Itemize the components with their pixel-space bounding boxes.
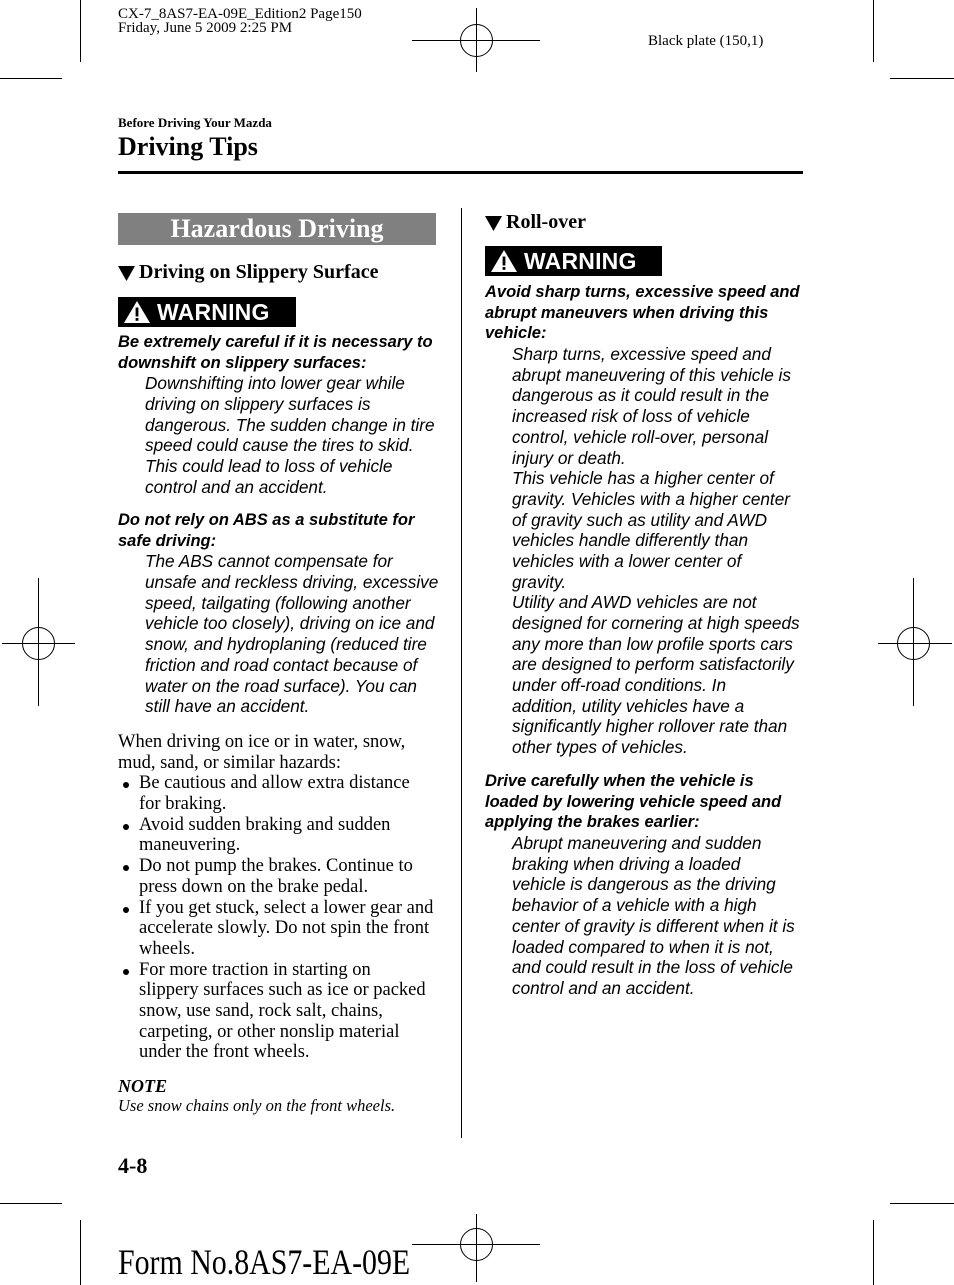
warning-body — [485, 833, 815, 999]
warning-body-line: increased risk of loss of vehicle — [512, 406, 750, 427]
warning-lead — [118, 332, 448, 373]
list-item-line: accelerate slowly. Do not spin the front — [139, 918, 430, 939]
subheading-roll-over — [485, 210, 586, 234]
warning-body-line: injury or death. — [512, 447, 626, 468]
warning-body-line: still have an accident. — [145, 696, 310, 717]
list-item — [118, 898, 448, 960]
warning-body-line: abrupt maneuvering of this vehicle is — [512, 364, 791, 385]
registration-mark-icon — [898, 628, 930, 660]
warning-body-line: speed, tailgating (following another — [145, 592, 411, 613]
form-number: Form No.8AS7-EA-09E — [118, 1242, 411, 1282]
page-number: 4-8 — [118, 1153, 148, 1178]
hazard-intro — [118, 732, 448, 773]
warning-body-line: behavior of a vehicle with a high — [512, 895, 757, 916]
subheading-text: Roll-over — [506, 211, 586, 233]
warning-lead-line: abrupt maneuvers when driving this — [485, 303, 769, 322]
triangle-down-icon — [485, 216, 502, 231]
warning-body-line: dangerous as it could result in the — [512, 385, 770, 406]
note-text: Use snow chains only on the front wheels. — [118, 1096, 396, 1115]
warning-body-line: braking when driving a loaded — [512, 853, 741, 874]
warning-body-line: friction and road contact because of — [145, 654, 418, 675]
section-label: Before Driving Your Mazda — [118, 115, 272, 130]
list-item-line: If you get stuck, select a lower gear and — [139, 897, 434, 918]
warning-body-line: driving on slippery surfaces is — [145, 394, 371, 415]
warning-lead-line: Avoid sharp turns, excessive speed and — [485, 283, 800, 301]
warning-body-line: The ABS cannot compensate for — [145, 551, 393, 572]
list-item-line: Be cautious and allow extra distance — [139, 773, 410, 794]
warning-body-line: control and an accident. — [512, 977, 695, 998]
list-item-text — [139, 898, 448, 960]
page-title: Driving Tips — [118, 132, 258, 161]
warning-triangle-icon — [490, 249, 518, 273]
title-rule — [118, 171, 803, 174]
registration-mark-icon — [461, 25, 493, 57]
subheading-slippery-surface — [118, 260, 378, 284]
warning-lead-line: vehicle: — [485, 324, 547, 343]
list-item — [118, 773, 448, 814]
warning-block — [485, 282, 815, 758]
list-item-line: For more traction in starting on — [139, 959, 371, 980]
warning-body-line: Utility and AWD vehicles are not — [512, 592, 757, 613]
warning-body-line: gravity. Vehicles with a higher center — [512, 488, 790, 509]
print-slug — [118, 7, 362, 35]
warning-body-line: This could lead to loss of vehicle — [145, 456, 393, 477]
list-item-text — [139, 960, 448, 1063]
slug-date-line: Friday, June 5 2009 2:25 PM — [118, 20, 293, 36]
warning-body-line: unsafe and reckless driving, excessive — [145, 572, 439, 593]
warning-lead-line: downshift on slippery surfaces: — [118, 353, 367, 372]
warning-label-text: WARNING — [524, 248, 637, 274]
list-item — [118, 960, 448, 1063]
list-item-line: wheels. — [139, 938, 195, 959]
list-item-line: under the front wheels. — [139, 1042, 310, 1063]
warning-lead-line: Drive carefully when the vehicle is — [485, 772, 754, 790]
warning-body-line: control and an accident. — [145, 476, 328, 497]
warning-body-line: vehicles with a lower center of — [512, 550, 742, 571]
warning-body-line: significantly higher rollover rate than — [512, 716, 788, 737]
warning-body-line: gravity. — [512, 571, 567, 592]
warning-body-line: This vehicle has a higher center of — [512, 468, 774, 489]
note-label: NOTE — [118, 1076, 167, 1096]
list-item-line: maneuvering. — [139, 835, 241, 856]
warning-label — [485, 246, 662, 276]
warning-block — [118, 510, 448, 717]
bullet-icon — [123, 782, 129, 788]
bullet-icon — [123, 969, 129, 975]
warning-body-line: control, vehicle roll-over, personal — [512, 426, 769, 447]
list-item — [118, 856, 448, 897]
warning-body-line: designed for cornering at high speeds — [512, 613, 800, 633]
warning-body-line: are designed to perform satisfactorily — [512, 654, 794, 675]
warning-body-line: water on the road surface). You can — [145, 675, 417, 696]
warning-body-line: snow, and hydroplaning (reduced tire — [145, 634, 427, 655]
hazard-list — [118, 773, 448, 1063]
warning-lead-line: safe driving: — [118, 531, 217, 550]
list-item-line: for braking. — [139, 794, 227, 815]
warning-body — [118, 551, 448, 717]
warning-lead — [485, 771, 815, 833]
list-item-line: carpeting, or other nonslip material — [139, 1021, 400, 1042]
warning-body — [485, 344, 815, 758]
bullet-icon — [123, 907, 129, 913]
warning-lead-line: loaded by lowering vehicle speed and — [485, 792, 782, 811]
column-divider — [461, 208, 462, 1138]
warning-body-line: vehicle too closely), driving on ice and — [145, 613, 435, 634]
warning-body-line: speed could cause the tires to skid. — [145, 435, 414, 456]
registration-mark-icon — [23, 628, 55, 660]
warning-body-line: of gravity such as utility and AWD — [512, 509, 768, 530]
list-item-text — [139, 815, 448, 856]
warning-body-line: addition, utility vehicles have a — [512, 695, 745, 716]
list-item-line: snow, use sand, rock salt, chains, — [139, 1000, 383, 1021]
warning-body-line: Sharp turns, excessive speed and — [512, 344, 771, 365]
section-banner: Hazardous Driving — [118, 213, 436, 245]
warning-block — [485, 771, 815, 999]
intro-line: mud, sand, or similar hazards: — [118, 752, 341, 773]
warning-body-line: Abrupt maneuvering and sudden — [512, 833, 762, 854]
warning-body-line: any more than low profile sports cars — [512, 633, 793, 654]
hazard-tips — [118, 732, 448, 1063]
list-item-line: press down on the brake pedal. — [139, 876, 369, 897]
bullet-icon — [123, 824, 129, 830]
warning-body-line: loaded compared to when it is not, — [512, 936, 774, 957]
registration-mark-icon — [461, 1229, 493, 1261]
warning-body-line: under off-road conditions. In — [512, 675, 727, 696]
warning-triangle-icon — [123, 300, 151, 324]
warning-lead — [485, 282, 815, 344]
warning-lead-line: Do not rely on ABS as a substitute for — [118, 511, 415, 529]
intro-line: When driving on ice or in water, snow, — [118, 732, 406, 752]
warning-label — [118, 297, 296, 327]
subheading-text: Driving on Slippery Surface — [139, 261, 379, 283]
warning-body-line: and could result in the loss of vehicle — [512, 957, 793, 978]
list-item-line: Do not pump the brakes. Continue to — [139, 856, 413, 877]
plate-label: Black plate (150,1) — [648, 33, 764, 49]
warning-label-text: WARNING — [157, 299, 270, 325]
triangle-down-icon — [118, 266, 135, 281]
slug-job-line: CX-7_8AS7-EA-09E_Edition2 Page150 — [118, 6, 362, 22]
warning-body-line: Downshifting into lower gear while — [145, 373, 405, 394]
warning-block — [118, 332, 448, 498]
warning-lead-line: Be extremely careful if it is necessary to — [118, 333, 433, 351]
bullet-icon — [123, 865, 129, 871]
list-item — [118, 815, 448, 856]
warning-body — [118, 373, 448, 497]
warning-lead-line: applying the brakes earlier: — [485, 813, 700, 832]
warning-body-line: vehicle is dangerous as the driving — [512, 874, 776, 895]
list-item-text — [139, 773, 448, 814]
list-item-text — [139, 856, 448, 897]
warning-body-line: vehicles handle differently than — [512, 530, 749, 551]
warning-body-line: dangerous. The sudden change in tire — [145, 414, 435, 435]
warning-body-line: other types of vehicles. — [512, 737, 688, 758]
warning-lead — [118, 510, 448, 551]
list-item-line: Avoid sudden braking and sudden — [139, 814, 391, 835]
list-item-line: slippery surfaces such as ice or packed — [139, 980, 426, 1001]
warning-body-line: center of gravity is different when it is — [512, 915, 795, 936]
